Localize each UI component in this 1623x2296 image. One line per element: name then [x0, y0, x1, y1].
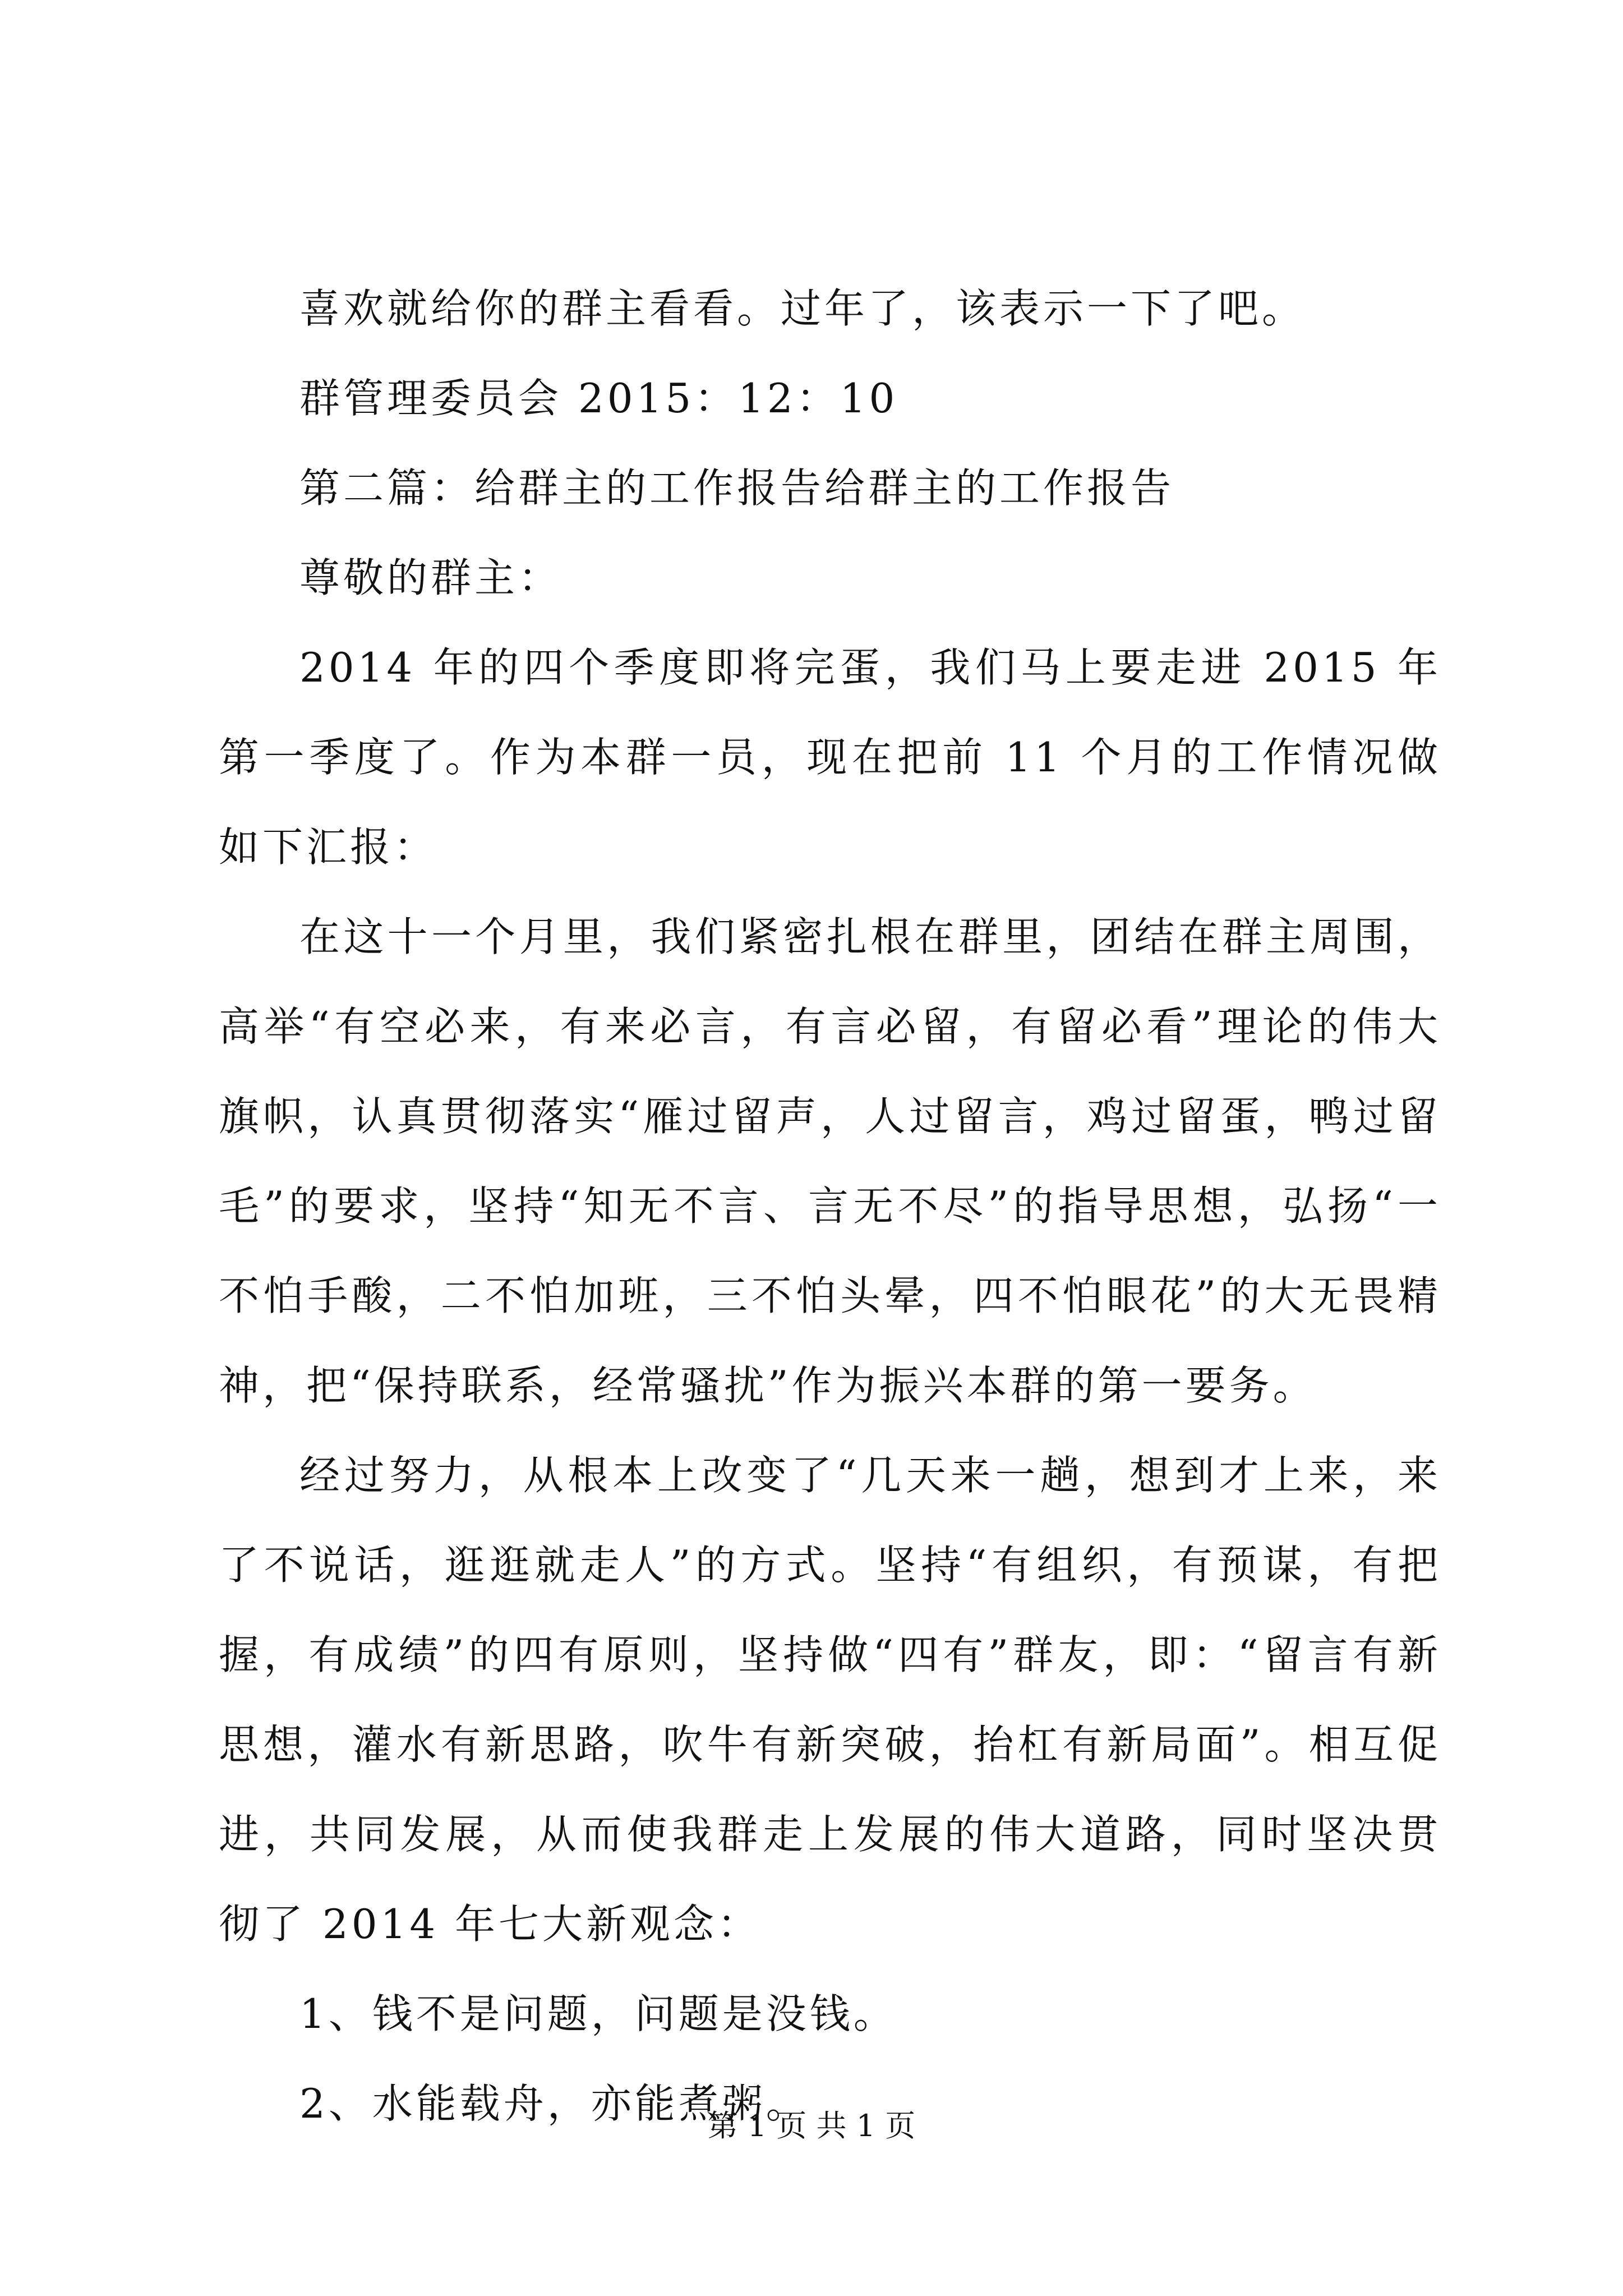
section-heading: 第二篇：给群主的工作报告给群主的工作报告 [299, 464, 1175, 512]
list-item-2: 2、水能载舟，亦能煮粥。 [299, 2080, 810, 2127]
list-item-1: 1、钱不是问题，问题是没钱。 [299, 1990, 897, 2037]
salutation: 尊敬的群主： [299, 554, 562, 601]
page-footer: 第 1 页 共 1 页 [707, 2108, 916, 2143]
paragraph-closing-line: 喜欢就给你的群主看看。过年了，该表示一下了吧。 [299, 285, 1306, 332]
paragraph-work-summary: 在这十一个月里，我们紧密扎根在群里，团结在群主周围，高举“有空必来，有来必言，有言必留，有留必看”理论的伟大旗帜，认真贯彻落实“雁过留声，人过留言，鸡过留蛋，鸭过留毛”的要求，坚持“知无不言、言无不尽”的指导思想，弘扬“一不怕手酸，二不怕加班，三不怕头晕，四不怕眼花”的大无畏精神，把“保持联系，经常骚扰”作为振兴本群的第一要务。 [219, 913, 1441, 1409]
paragraph-intro: 2014 年的四个季度即将完蛋，我们马上要走进 2015 年第一季度了。作为本群一员，现在把前 11 个月的工作情况做如下汇报： [219, 644, 1441, 871]
paragraph-achievements: 经过努力，从根本上改变了“几天来一趟，想到才上来，来了不说话，逛逛就走人”的方式。坚持“有组织，有预谋，有把握，有成绩”的四有原则，坚持做“四有”群友，即：“留言有新思想，灌水有新思路，吹牛有新突破，抬杠有新局面”。相互促进，共同发展，从而使我群走上发展的伟大道路，同时坚决贯彻了 2014 年七大新观念： [219, 1452, 1441, 1948]
paragraph-signature-date: 群管理委员会 2015：12：10 [299, 375, 898, 422]
document-body [219, 264, 1441, 2148]
